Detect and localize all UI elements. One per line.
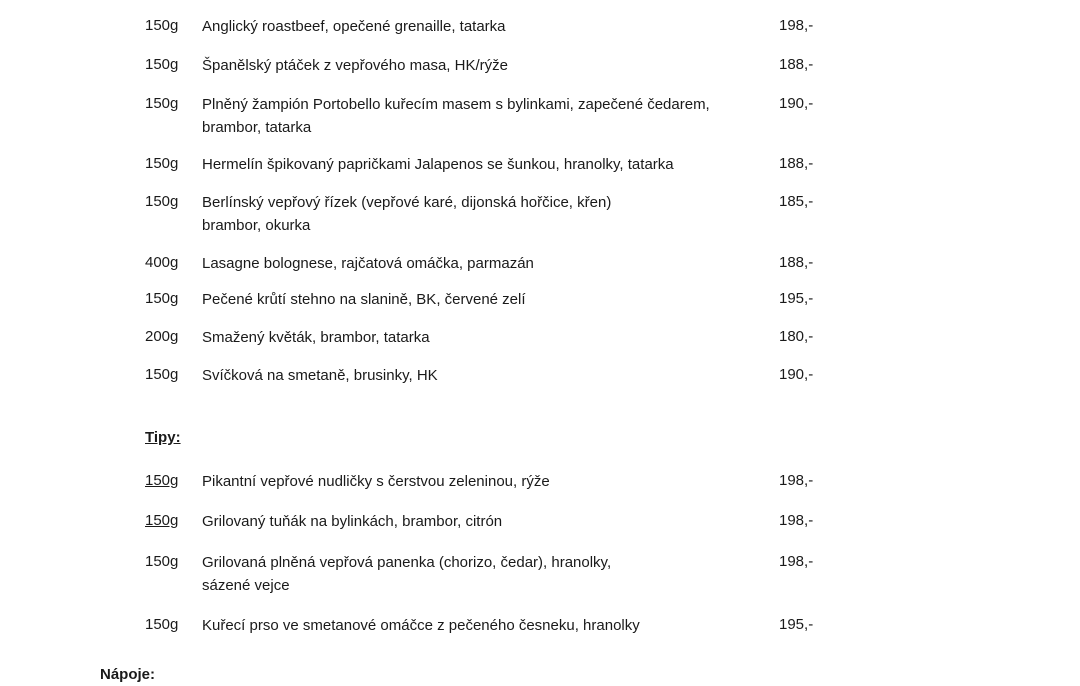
- item-description: [202, 54, 762, 77]
- item-description: [202, 252, 762, 275]
- item-description-line: Hermelín špikovaný papričkami Jalapenos se šunkou, hranolky, tatarka: [202, 156, 674, 173]
- item-price: 190,-: [779, 95, 814, 112]
- item-description-line: Plněný žampión Portobello kuřecím masem s bylinkami, zapečené čedarem,: [202, 96, 710, 113]
- item-weight: 150g: [145, 17, 179, 34]
- item-price: 195,-: [779, 290, 814, 307]
- item-weight: 150g: [145, 56, 179, 73]
- item-description-line: Anglický roastbeef, opečené grenaille, tatarka: [202, 18, 506, 35]
- item-weight: 200g: [145, 328, 179, 345]
- item-weight: 150g: [145, 616, 179, 633]
- item-weight: 150g: [145, 193, 179, 210]
- item-description: [202, 614, 762, 637]
- item-description-line: Svíčková na smetaně, brusinky, HK: [202, 367, 438, 384]
- item-description-line: Kuřecí prso ve smetanové omáčce z pečeného česneku, hranolky: [202, 617, 640, 634]
- item-weight: 150g: [145, 366, 179, 383]
- item-description: [202, 191, 762, 237]
- item-description-line: Španělský ptáček z vepřového masa, HK/rýže: [202, 57, 508, 74]
- item-weight: 150g: [145, 95, 179, 112]
- item-description: [202, 551, 762, 597]
- item-description: [202, 288, 762, 311]
- item-weight: 150g: [145, 155, 179, 172]
- item-price: 198,-: [779, 553, 814, 570]
- item-description-line: Pikantní vepřové nudličky s čerstvou zeleninou, rýže: [202, 473, 550, 490]
- item-price: 188,-: [779, 254, 814, 271]
- item-description-line: Pečené krůtí stehno na slanině, BK, červené zelí: [202, 291, 526, 308]
- item-description-line: Berlínský vepřový řízek (vepřové karé, dijonská hořčice, křen): [202, 194, 612, 211]
- item-description-line: Grilovaný tuňák na bylinkách, brambor, citrón: [202, 513, 503, 530]
- item-description: [202, 326, 762, 349]
- item-price: 198,-: [779, 512, 814, 529]
- item-description: [202, 364, 762, 387]
- item-price: 188,-: [779, 56, 814, 73]
- item-weight: 150g: [145, 553, 179, 570]
- item-price: 180,-: [779, 328, 814, 345]
- drinks-section-title: Nápoje:: [100, 666, 156, 683]
- item-description: [202, 93, 762, 139]
- item-price: 195,-: [779, 616, 814, 633]
- item-description: [202, 470, 762, 493]
- item-price: 188,-: [779, 155, 814, 172]
- item-description-line: Smažený květák, brambor, tatarka: [202, 329, 430, 346]
- item-description-line: Grilovaná plněná vepřová panenka (chorizo, čedar), hranolky,: [202, 554, 612, 571]
- item-description-line: brambor, okurka: [202, 217, 311, 234]
- item-weight: 150g: [145, 512, 179, 529]
- item-description-line: sázené vejce: [202, 577, 290, 594]
- item-weight: 400g: [145, 254, 179, 271]
- item-weight: 150g: [145, 290, 179, 307]
- item-description: [202, 153, 762, 176]
- item-description-line: brambor, tatarka: [202, 119, 312, 136]
- tips-section-title: Tipy:: [145, 429, 181, 446]
- item-weight: 150g: [145, 472, 179, 489]
- item-description: [202, 15, 762, 38]
- item-price: 198,-: [779, 472, 814, 489]
- item-price: 185,-: [779, 193, 814, 210]
- item-price: 198,-: [779, 17, 814, 34]
- item-description: [202, 510, 762, 533]
- item-description-line: Lasagne bolognese, rajčatová omáčka, parmazán: [202, 255, 534, 272]
- item-price: 190,-: [779, 366, 814, 383]
